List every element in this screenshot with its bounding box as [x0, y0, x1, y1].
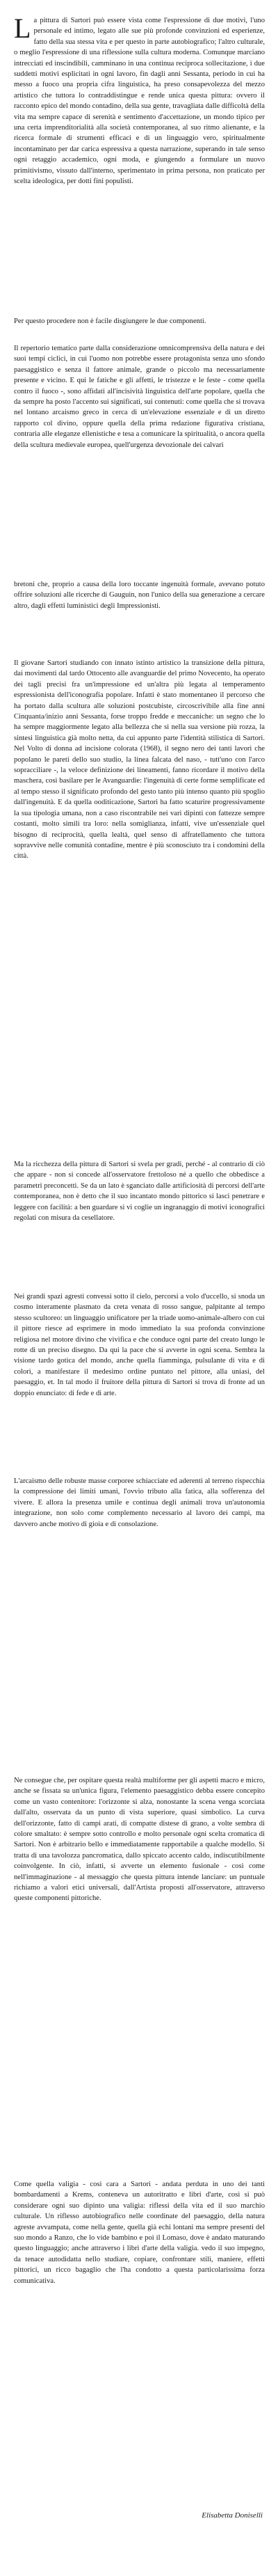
paragraph-2: Per questo procedere non è facile disgiungere le due componenti.	[14, 317, 206, 325]
paragraph-10: Come quella valigia - così cara a Sartori - andata perduta in uno dei tanti bombardamenti a Krems, conteneva un autoritratto e libri d'arte, così si può considerare ogni suo dipinto una valigia: riflessi della vita ed il suo marchio culturale. Un riflesso autobiografico nelle coordinate del paesaggio, della natura agreste avvampata, come nella gente, quella già echi lontani ma sempre presenti del suo mondo a Ranzo, che lo vide bambino e poi il Lomaso, dove è andato maturando questo linguaggio; anche attraverso i libri d'arte della valigia. vedo il suo impegno, da tenace autodidatta nello studiare, copiare, confrontare stili, maniere, effetti pittorici, un ricco bagaglio che l'ha condotto a questa particolarissima forza comunicativa.	[14, 2181, 265, 2285]
paragraph-5: Il giovane Sartori studiando con innato istinto artistico la transizione della pittura, dai movimenti dal tardo Ottocento alle avanguardie del primo Novecento, ha operato dei tagli precisi fra un'impressione ed un'altra più legata al temperamento espressionista dell'iconografia popolare. Infatti è stato momentaneo il percorso che ha portato dalla scultura alle soluzioni postcubiste, circoscrivibile alla fine anni Cinquanta/inizio anni Sessanta, forse troppo fredde e meccaniche: un segno che lo ha sempre maggiormente legato alla bellezza che si nella sua versione più rozza, la sintesi linguistica già molto netta, da cui appunto parte l'identità stilistica di Sartori. Nel Volto di donna ad incisione colorata (1968), il segno nero dei tanti lavori che popolano le pareti dello suo studio, la linea falcata del naso, - tutt'uno con l'arco sopracciliare -, la veloce definizione dei lineamenti, fanno ricordare il motivo della maschera, così basilare per le Avanguardie: l'ingenuità di certe forme semplificate ed al tempo stesso il significato profondo del gesto tanto più intenso quanto più spoglio dall'ingenuità. E da quella ooditicazione, Sartori ha fatto scaturire progressivamente la sua tipologia umana, non a caso riscontrabile nei vari dipinti con fattezze sempre costanti, molto simili tra loro: nella somiglianza, infatti, vive un'essenziale quel bisogno di reciprocità, quella lealtà, quel senso di affratellamento che tuttora sopravvive nelle comunità contadine, mentre è più sconosciuto tra i condomini della città.	[14, 659, 265, 861]
dropcap-letter: L	[14, 13, 31, 44]
paragraph-9: Ne consegue che, per ospitare questa realtà multiforme per gli aspetti macro e micro, anche se fissata su un'unica figura, l'elemento paesaggistico debba essere concepito come un vasto contenitore: l'orizzonte si alza, nonostante la scena venga scorciata dall'alto, osservata da un punto di vista superiore, quasi simbolico. La curva dell'orizzonte, fatto di campi arati, di compatte distese di grano, a volte sembra di colore smaltato: è sempre sotto controllo e molto personale ogni scelta cromatica di Sartori. Non è arbitrario bello e immediatamente rapportabile a qualche modello. Si tratta di una tavolozza pancromatica, dallo spiccato accento caldo, indiscutibilmente coinvolgente. In ciò, infatti, si avverte un elemento fusionale - così come nell'immaginazione - al messaggio che questa pittura intende lanciare: un puntuale richiamo a valori etici universali, dall'Artista proposti all'osservatore, attraverso queste componenti pittoriche.	[14, 1777, 265, 1903]
paragraph-intro	[14, 15, 265, 187]
paragraph-7: Nei grandi spazi agresti convessi sotto il cielo, percorsi a volo d'uccello, si snoda un cosmo interamente plasmato da creta venata di rosso sangue, palpitante al tempo stesso scultoreo: un linguaggio unificatore per la triade uomo-animale-albero con cui il pittore riesce ad esprimere in modo immediato la sua profonda convinzione religiosa nel motore divino che vivifica e che conduce ogni parte del creato lungo le rotte di un preciso disegno. Da qui la pace che si avverte in ogni scena. Sembra la visione tardo gotica del mondo, anche quella fiamminga, pulsulante di vita e di colori, a manifestare il medesimo ordine puntato nel pittore, alla uniasi, del paesaggio, et. In tal modo il fruitore della pittura di Sartori si trova di fronte ad un doppio enunciato: di fede e di arte.	[14, 1293, 265, 1397]
paragraph-intro-text: a pittura di Sartori può essere vista come l'espressione di due motivi, l'uno personale ed intimo, legato alle sue più profonde convinzioni ed esperienze, fatto della sua stessa vita e per questo in parte autobiografico; l'altro culturale, o meglio l'espressione di una riflessione sulla cultura moderna. Comunque marciano intrecciati ed inscindibili, camminano in una continua reciproca sollecitazione, i due suddetti motivi esplicitati in ogni lavoro, fin dagli anni Sessanta, periodo in cui ha messo a fuoco una propria cifra linguistica, ha preso consapevolezza del mezzo artistico che tuttora lo contraddistingue e rende unica questa pittura: ovvero il racconto epico del mondo contadino, della sua gente, travagliata dalle difficoltà della vita ma sempre capace di serenità e sentimento d'accettazione, un mondo tipico per una certa imprenditorialità alla società contemporanea, al suo ritmo alienante, e la ricerca formale di strumenti efficaci e di un linguaggio vero, spiritualmente incontaminato per dar carica espressiva a questa narrazione, superando in tale senso ogni retaggio accademico, ogni moda, e giungendo a formulare un nuovo primitivismo, vissuto dall'interno, sperimentato in prima persona, non praticato per scelta ideologica, per dotti fini populisti.	[14, 17, 265, 186]
paragraph-8: L'arcaismo delle robuste masse corporee schiacciate ed aderenti al terreno rispecchia la compressione dei limiti umani, l'ovvio tributo alla fatica, alla sofferenza del vivere. E allora la presenza umile e continua degli animali trova un'autonomia integrazione, non solo come complemento necessario al lavoro dei campi, ma davvero anche motivo di gioia e di consolazione.	[14, 1477, 265, 1528]
author-signature: Elisabetta Doniselli	[202, 2511, 263, 2520]
paragraph-6: Ma la ricchezza della pittura di Sartori si svela per gradi, perché - al contrario di ciò che appare - non si concede all'osservatore frettoloso né a quello che obbedisce a parametri preconcetti. Se da un lato è sganciato dalle artificiosità di percorsi dell'arte contemporanea, non è detto che il suo incantato mondo pittorico si lasci penetrare e leggere con facilità: a ben guardare si vi coglie un ingranaggio di motivi iconografici regolati con misura da cesellatore.	[14, 1161, 265, 1223]
paragraph-4: bretoni che, proprio a causa della loro toccante ingenuità formale, avevano potuto offrire soluzioni alle ricerche di Gauguin, non l'unico della sua generazione a cercare altro, dagli effetti luministici degli Impressionisti.	[14, 581, 265, 610]
paragraph-3: Il repertorio tematico parte dalla considerazione omnicomprensiva della natura e dei suoi tempi ciclici, in cui l'uomo non potrebbe essere protagonista senza uno sfondo paesaggistico e senza il fattore animale, grande o piccolo ma necessariamente presente e vicino. E qui le fatiche e gli affetti, le tristezze e le feste - come quella contro il fuoco -, sono affidati all'incisività linguistica dell'arte popolare, quella che da sempre ha posto l'accento sui significati, sui contenuti: come quella che si trovava nel lontano arcaismo greco in cerca di un'elevazione essenziale e di un diretto rapporto col divino, oppure quella della prima redazione figurativa cristiana, contraria alle eleganze ellenistiche e tesa a comunicare la spiritualità, o ancora quella della scultura medievale europea, quell'urgenza devozionale dei calvari	[14, 345, 265, 449]
